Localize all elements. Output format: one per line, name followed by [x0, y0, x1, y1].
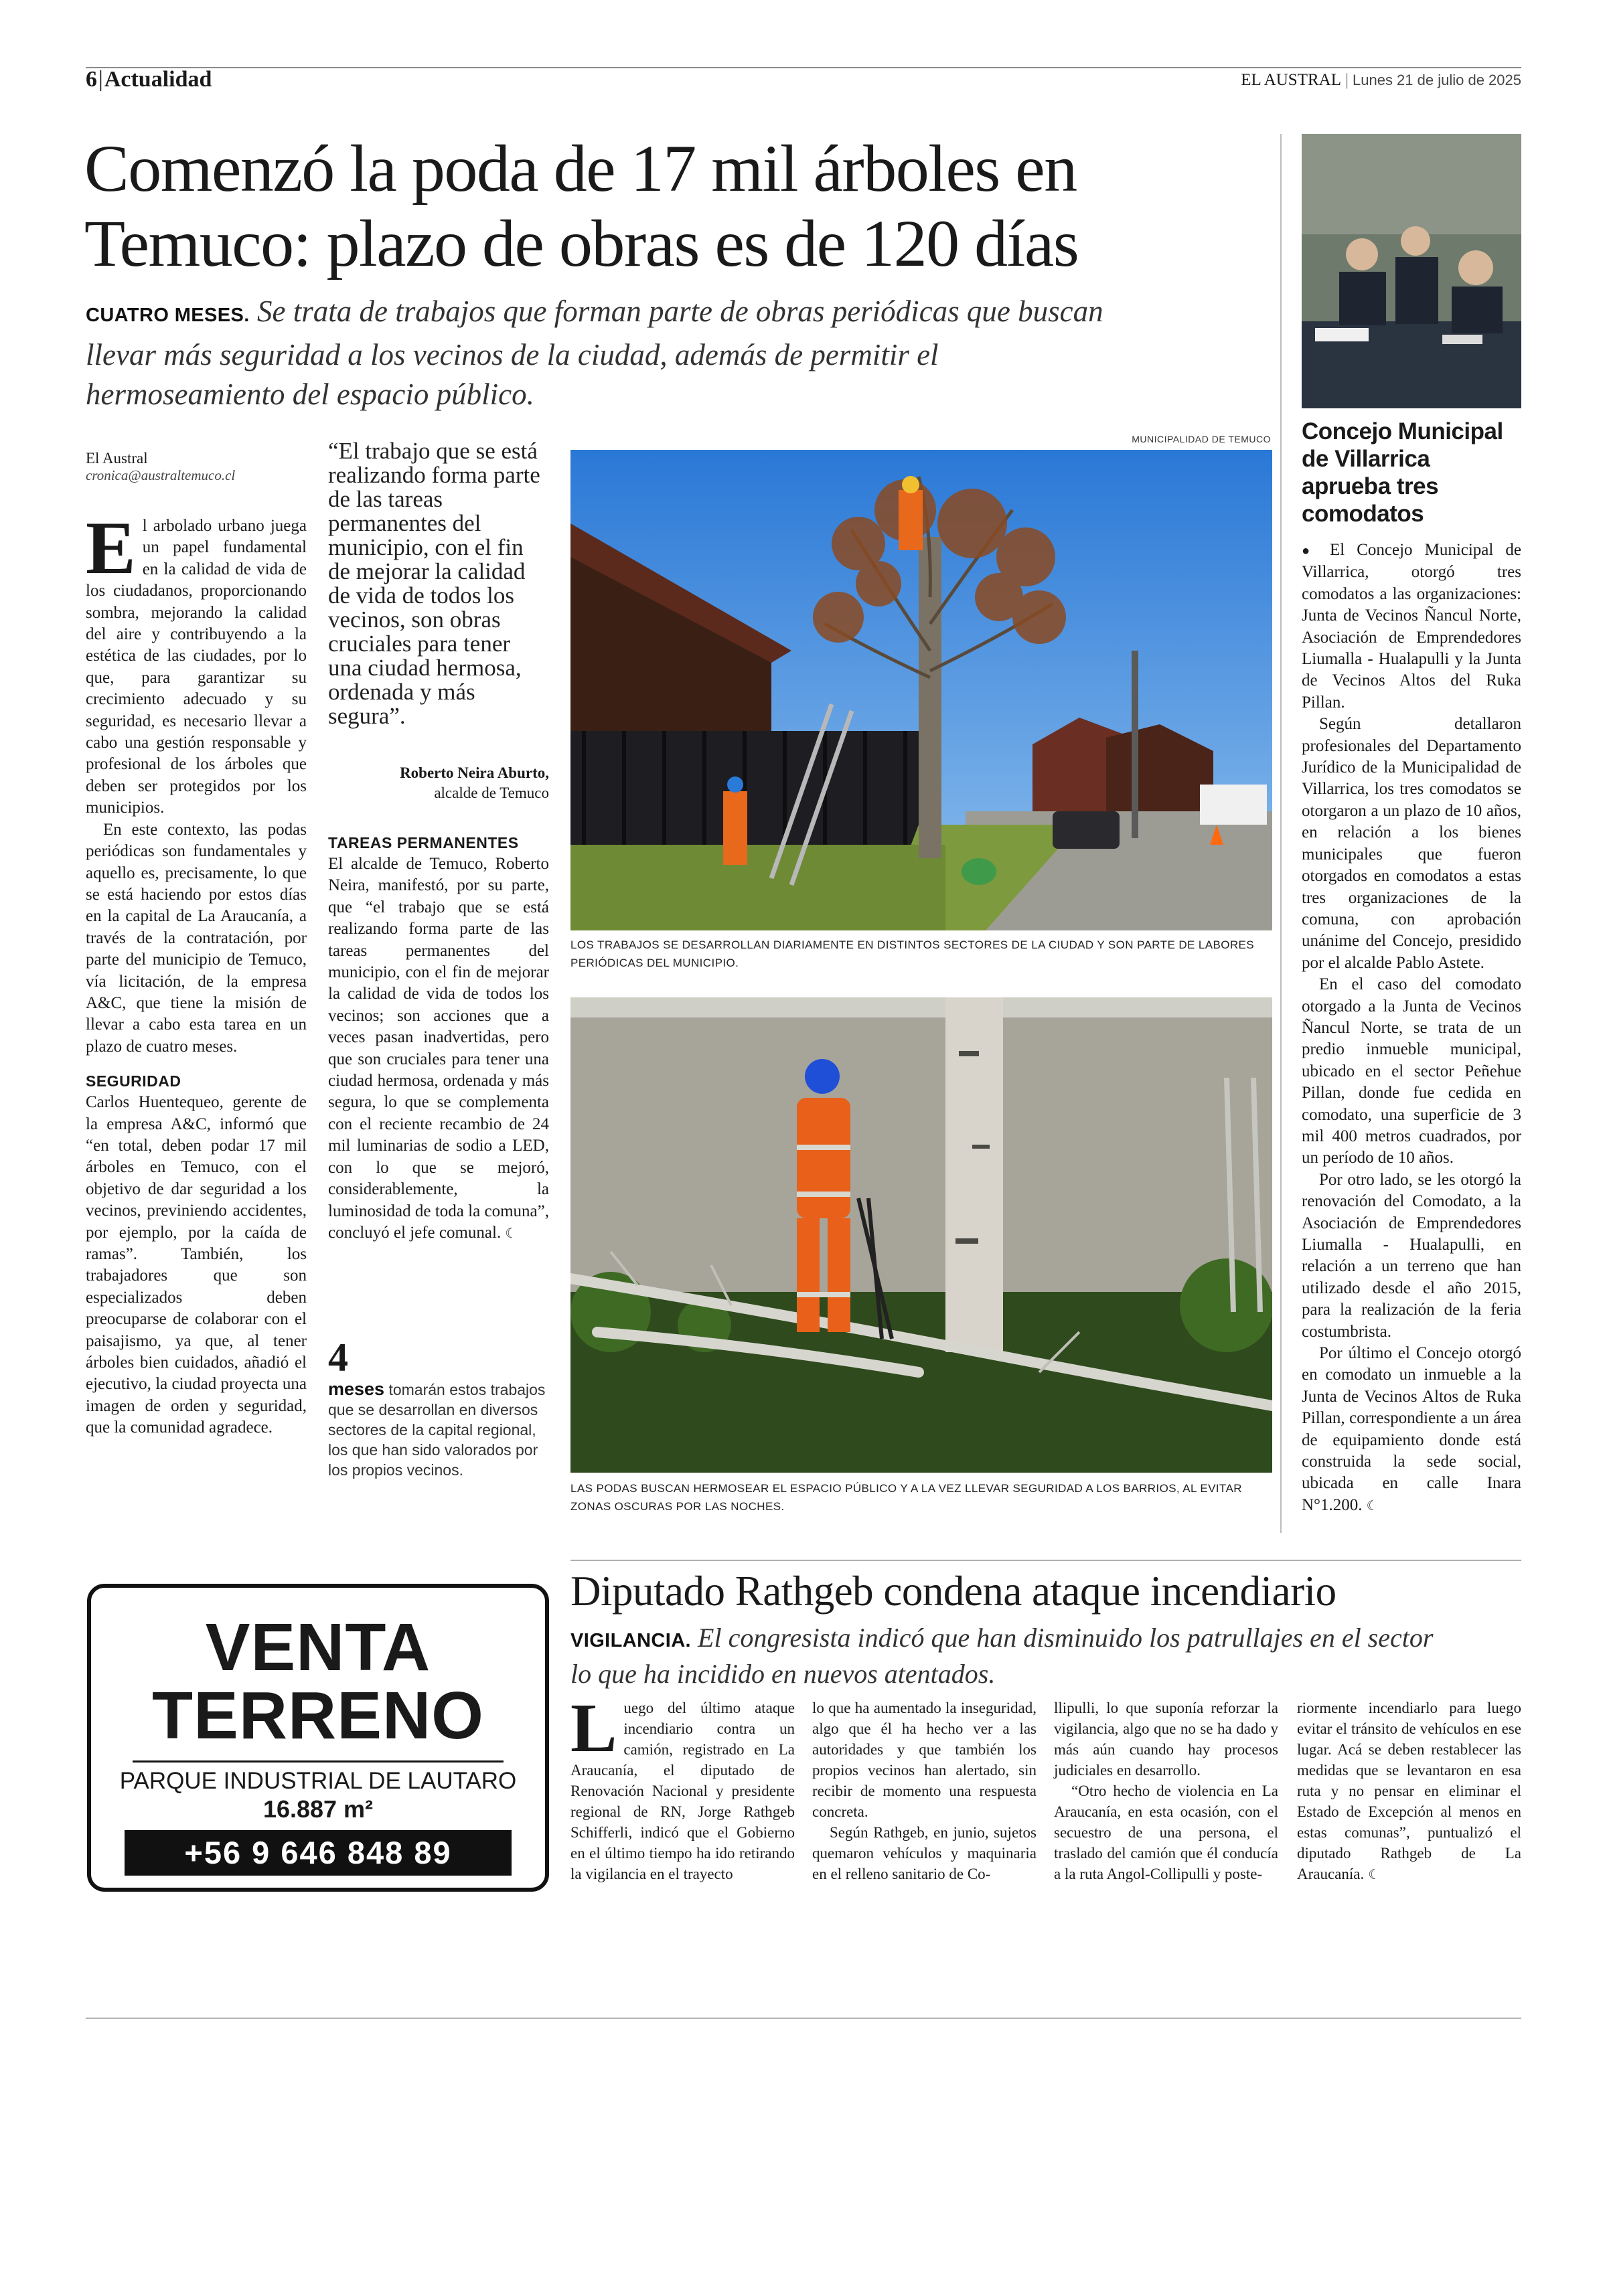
sidebar-paragraph-5: [1302, 1343, 1521, 1516]
ad-headline: [91, 1610, 545, 1753]
paragraph-1-text: l arbolado urbano juega un papel fundamental en la calidad de vida de los ciudadanos, proporcionando sombra, mejorando la calidad del aire y contribuyendo a la estética de las ciudades, por lo que, para garantizar su crecimiento adecuado y su seguridad, es necesario llevar a cabo una gestión responsable y profesional de los árboles que deben ser protegidos por los municipios.: [86, 517, 307, 817]
ad-line-2: TERRENO: [152, 1678, 484, 1753]
page-number: 6: [86, 67, 97, 92]
tree-pruning-illustration: [570, 450, 1272, 930]
ad-divider: [133, 1760, 504, 1762]
byline-email: cronica@australtemuco.cl: [86, 467, 236, 483]
section-separator: [570, 1560, 1521, 1561]
deck-line-1: Se trata de trabajos que forman parte de obras periódicas que buscan: [256, 295, 1103, 328]
quote-attribution: [328, 763, 549, 803]
second-paragraph-1: [570, 1690, 795, 1884]
quote-role: alcalde de Temuco: [434, 785, 549, 801]
sidebar-paragraph-5-text: Por último el Concejo otorgó en comodato un inmueble a la Junta de Vecinos Altos de Ruka Pillan, correspondiente a un área de equipamiento donde está construida la sede social, ubicada en calle Inara N°1.200.: [1302, 1344, 1521, 1514]
main-kicker: CUATRO MESES.: [86, 305, 250, 326]
bullet-icon: ●: [1302, 544, 1318, 558]
photo-tree-pruning-ladder: [570, 450, 1272, 930]
issue-date: Lunes 21 de julio de 2025: [1353, 72, 1521, 88]
second-paragraph-2: lo que ha aumentado la inseguridad, algo que él ha hecho ver a las autoridades y que también los propios vecinos han alertado, sin recibir de momento una respuesta concreta.: [812, 1700, 1037, 1820]
deck-line-3: hermoseamiento del espacio público.: [86, 378, 534, 411]
paragraph-4-text: El alcalde de Temuco, Roberto Neira, manifestó, por su parte, que “el trabajo que se está realizando forma parte de las tareas permanentes del municipio, con el fin de mejorar la calidad de vida de todos los vecinos; son acciones que a veces pasan inadvertidas, pero que son cruciales para tener una ciudad hermosa, ordenada y más segura, lo que se complementa con el reciente recambio de 24 mil luminarias de sodio a LED, con lo que se mejoró, considerablemente, la luminosidad de toda la comuna”, concluyó el jefe comunal.: [328, 855, 549, 1242]
sidebar-paragraph-2: Según detallaron profesionales del Departamento Jurídico de la Municipalidad de Villarrica, los tres comodatos se otorgaron a un plazo de 10 años, en relación a los bienes municipales que fueron otorgados en comodatos a estas tres organizaciones de la comuna, con aprobación unánime del Concejo, presidido por el alcalde Pablo Astete.: [1302, 715, 1521, 972]
main-deck: [86, 292, 1264, 414]
dropcap-e: E: [86, 507, 136, 590]
column-1: [86, 507, 307, 1439]
section-name: Actualidad: [104, 67, 212, 92]
header-top-rule: [86, 67, 1521, 68]
fact-description: tomarán estos trabajos que se desarrollan en diversos sectores de la capital regional, los que han sido valorados por los propios vecinos.: [328, 1381, 546, 1479]
photo-caption-1: LOS TRABAJOS SE DESARROLLAN DIARIAMENTE EN DISTINTOS SECTORES DE LA CIUDAD Y SON PARTE DE LABORES PERIÓDICAS DEL MUNICIPIO.: [570, 938, 1254, 969]
dropcap-l: L: [570, 1690, 617, 1767]
photo-credit: MUNICIPALIDAD DE TEMUCO: [1132, 434, 1271, 444]
council-meeting-illustration: [1302, 134, 1521, 408]
sidebar-paragraph-3: En el caso del comodato otorgado a la Junta de Vecinos Ñancul Norte, se trata de un predio inmueble municipal, ubicado en el sector Peñehue Pillan, donde fue cedida en comodato, una superficie de 3 mil 400 metros cuadrados, por un período de 10 años.: [1302, 975, 1521, 1167]
second-deck-line-1: El congresista indicó que han disminuido los patrullajes en el sector: [698, 1623, 1434, 1653]
sidebar-body: [1302, 540, 1521, 1516]
quote-author: Roberto Neira Aburto,: [400, 764, 549, 781]
deck-line-2: llevar más seguridad a los vecinos de la ciudad, además de permitir el: [86, 338, 939, 372]
second-kicker: VIGILANCIA.: [570, 1630, 692, 1651]
paragraph-1: [86, 507, 307, 819]
sidebar-paragraph-4: Por otro lado, se les otorgó la renovación del Comodato, a la Asociación de Emprendedores Liumalla - Hualapulli, en relación a un terreno que han utilizado desde el año 2015, para la realización de la feria costumbrista.: [1302, 1170, 1521, 1341]
ad-location: PARQUE INDUSTRIAL DE LAUTARO: [119, 1768, 517, 1794]
second-deck: [570, 1621, 1521, 1691]
sidebar-paragraph-1-text: El Concejo Municipal de Villarrica, otorgó tres comodatos a las organizaciones: Junta de Vecinos Ñancul Norte, Asociación de Emprendedores Liumalla - Hualapulli y la Junta de Vecinos Altos del Ruka Pillan.: [1302, 541, 1521, 712]
headline-line-1: Comenzó la poda de 17 mil árboles en: [84, 131, 1077, 206]
photo-worker-branches: [570, 997, 1272, 1473]
main-headline: [84, 131, 1290, 281]
second-column-4: [1297, 1698, 1521, 1885]
second-paragraph-6-text: riormente incendiarlo para luego evitar el tránsito de vehículos en ese lugar. Acá se deben restablecer las medidas que se levantaron en esa ruta y no pensar en eliminar el Estado de Excepción al menos en estas comunas”, puntualizó el diputado Rathgeb de La Araucanía.: [1297, 1700, 1521, 1882]
second-paragraph-6: [1297, 1698, 1521, 1885]
paragraph-4: [328, 853, 549, 1244]
fact-text: [328, 1379, 549, 1480]
fact-unit: meses: [328, 1379, 385, 1399]
second-column-1: [570, 1690, 795, 1884]
newspaper-name: EL AUSTRAL: [1241, 71, 1341, 89]
byline: [86, 450, 241, 484]
photo-caption-2: LAS PODAS BUSCAN HERMOSEAR EL ESPACIO PÚBLICO Y A LA VEZ LLEVAR SEGURIDAD A LOS BARRIOS, AL EVITAR ZONAS OSCURAS POR LAS NOCHES.: [570, 1482, 1242, 1513]
sidebar-divider: [1280, 134, 1282, 1533]
subhead-seguridad: SEGURIDAD: [86, 1072, 181, 1090]
second-paragraph-4: llipulli, lo que suponía reforzar la vigilancia, algo que no se ha dado y más aún cuando hay procesos judiciales en desarrollo.: [1054, 1700, 1278, 1779]
sidebar-paragraph-1: [1302, 540, 1521, 714]
fact-box: [328, 1336, 549, 1480]
page-header-left: 6|Actualidad: [86, 67, 212, 92]
sidebar-title: Concejo Municipal de Villarrica aprueba tres comodatos: [1302, 418, 1503, 527]
pull-quote: “El trabajo que se está realizando forma parte de las tareas permanentes del municipio, con el fin de mejorar la calidad de vida de todos los vecinos, son obras cruciales para tener una ciudad hermosa, ordenada y más segura”.: [328, 438, 540, 729]
fact-number: 4: [328, 1335, 348, 1380]
worker-illustration: [570, 997, 1272, 1473]
second-headline: Diputado Rathgeb condena ataque incendiario: [570, 1568, 1336, 1615]
ad-area: 16.887 m²: [262, 1795, 374, 1823]
column-2: [328, 834, 549, 1244]
end-mark-icon: ☾: [1368, 1866, 1381, 1882]
second-column-2: [812, 1698, 1037, 1884]
second-deck-line-2: lo que ha incidido en nuevos atentados.: [570, 1659, 996, 1689]
end-mark-icon: ☾: [505, 1224, 518, 1241]
second-paragraph-1-text: uego del último ataque incendiario contra un camión, registrado en La Araucanía, el diputado de Renovación Nacional y presidente regional de RN, Jorge Rathgeb Schifferli, indicó que el Gobierno en el último tiempo ha ido retirando la vigilancia en el trayecto: [570, 1700, 795, 1882]
subhead-tareas: TAREAS PERMANENTES: [328, 834, 519, 851]
second-paragraph-5: “Otro hecho de violencia en La Araucanía, en esta ocasión, con el secuestro de una persona, el traslado del camión que él conducía a la ruta Angol-Collipulli y poste-: [1054, 1783, 1278, 1882]
paragraph-2: En este contexto, las podas periódicas son fundamentales y aquello es, precisamente, lo que se está haciendo por estos días en la capital de La Araucanía, a través de la contratación, por parte del municipio de Temuco, vía licitación, de la empresa A&C, que tiene la misión de llevar a cabo esta tarea en un plazo de cuatro meses.: [86, 820, 307, 1056]
second-paragraph-3: Según Rathgeb, en junio, sujetos quemaron vehículos y maquinaria en el relleno sanitario de Co-: [812, 1824, 1037, 1882]
ad-line-1: VENTA: [205, 1610, 431, 1685]
footer-rule: [86, 2018, 1521, 2019]
photo-council-meeting: [1302, 134, 1521, 408]
page-header-right: EL AUSTRAL | Lunes 21 de julio de 2025: [1241, 71, 1521, 89]
byline-name: El Austral: [86, 450, 148, 467]
ad-venta-terreno: [87, 1584, 549, 1892]
headline-line-2: Temuco: plazo de obras es de 120 días: [84, 206, 1079, 280]
ad-phone: +56 9 646 848 89: [125, 1830, 512, 1876]
second-column-3: [1054, 1698, 1278, 1884]
paragraph-3: Carlos Huentequeo, gerente de la empresa A&C, informó que “en total, deben podar 17 mil árboles en Temuco, con el objetivo de dar seguridad a los vecinos, previniendo accidentes, por ejemplo, por la caída de ramas”. También, los trabajadores que son especializados deben preocuparse de colaborar con el paisajismo, ya que, al tener árboles bien cuidados, añadió el ejecutivo, la ciudad proyecta una imagen de orden y seguridad, que la comunidad agradece.: [86, 1093, 307, 1437]
end-mark-icon: ☾: [1366, 1497, 1379, 1513]
